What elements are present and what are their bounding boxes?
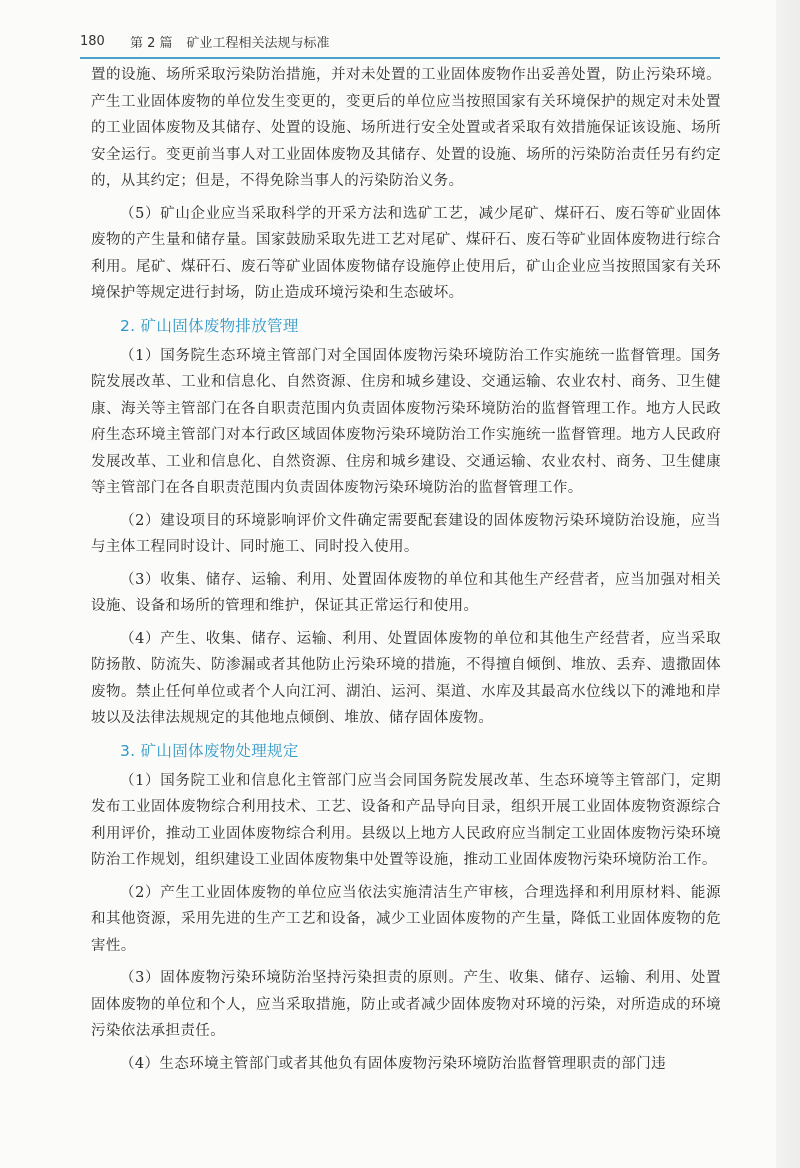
paragraph: （3）收集、储存、运输、利用、处置固体废物的单位和其他生产经营者，应当加强对相关设施、设备和场所的管理和维护，保证其正常运行和使用。 [91, 571, 721, 614]
header-rule [80, 57, 720, 59]
page-number: 180 [80, 33, 105, 49]
paragraph: （5）矿山企业应当采取科学的开采方法和选矿工艺，减少尾矿、煤矸石、废石等矿业固体废物的产生量和储存量。国家鼓励采取先进工艺对尾矿、煤矸石、废石等矿业固体废物进行综合利用。尾矿、煤矸石、废石等矿业固体废物储存设施停止使用后，矿山企业应当按照国家有关环境保护等规定进行封场，防止造成环境污染和生态破坏。 [91, 205, 721, 301]
body-text [91, 62, 721, 1083]
paragraph: （4）生态环境主管部门或者其他负有固体废物污染环境防治监督管理职责的部门违 [120, 1055, 667, 1072]
section-heading: 2. 矿山固体废物排放管理 [120, 316, 299, 335]
paragraph: （2）建设项目的环境影响评价文件确定需要配套建设的固体废物污染环境防治设施，应当与主体工程同时设计、同时施工、同时投入使用。 [91, 512, 721, 555]
header-title: 矿业工程相关法规与标准 [186, 35, 330, 51]
paragraph: （1）国务院生态环境主管部门对全国固体废物污染环境防治工作实施统一监督管理。国务院发展改革、工业和信息化、自然资源、住房和城乡建设、交通运输、农业农村、商务、卫生健康、海关等主管部门在各自职责范围内负责固体废物污染环境防治的监督管理工作。地方人民政府生态环境主管部门对本行政区域固体废物污染环境防治工作实施统一监督管理。地方人民政府发展改革、工业和信息化、自然资源、住房和城乡建设、交通运输、农业农村、商务、卫生健康等主管部门在各自职责范围内负责固体废物污染环境防治的监督管理工作。 [91, 347, 721, 496]
part-label: 第 2 篇 [130, 35, 173, 51]
paragraph: 置的设施、场所采取污染防治措施，并对未处置的工业固体废物作出妥善处置，防止污染环境。产生工业固体废物的单位发生变更的，变更后的单位应当按照国家有关环境保护的规定对未处置的工业固体废物及其储存、处置的设施、场所进行安全处置或者采取有效措施保证该设施、场所安全运行。变更前当事人对工业固体废物及其储存、处置的设施、场所的污染防治责任另有约定的，从其约定；但是，不得免除当事人的污染防治义务。 [91, 67, 721, 189]
paragraph: （1）国务院工业和信息化主管部门应当会同国务院发展改革、生态环境等主管部门，定期发布工业固体废物综合利用技术、工艺、设备和产品导向目录，组织开展工业固体废物资源综合利用评价，推动工业固体废物综合利用。县级以上地方人民政府应当制定工业固体废物污染环境防治工作规划，组织建设工业固体废物集中处置等设施，推动工业固体废物污染环境防治工作。 [91, 772, 721, 868]
section-heading: 3. 矿山固体废物处理规定 [120, 741, 299, 760]
paragraph: （4）产生、收集、储存、运输、利用、处置固体废物的单位和其他生产经营者，应当采取防扬散、防流失、防渗漏或者其他防止污染环境的措施，不得擅自倾倒、堆放、丢弃、遗撒固体废物。禁止任何单位或者个人向江河、湖泊、运河、渠道、水库及其最高水位线以下的滩地和岸坡以及法律法规规定的其他地点倾倒、堆放、储存固体废物。 [91, 630, 721, 726]
running-header [80, 30, 720, 52]
paragraph: （3）固体废物污染环境防治坚持污染担责的原则。产生、收集、储存、运输、利用、处置固体废物的单位和个人，应当采取措施，防止或者减少固体废物对环境的污染，对所造成的环境污染依法承担责任。 [91, 970, 721, 1039]
paragraph: （2）产生工业固体废物的单位应当依法实施清洁生产审核，合理选择和利用原材料、能源和其他资源，采用先进的生产工艺和设备，减少工业固体废物的产生量，降低工业固体废物的危害性。 [91, 884, 721, 954]
page-edge-shadow [776, 0, 800, 1168]
